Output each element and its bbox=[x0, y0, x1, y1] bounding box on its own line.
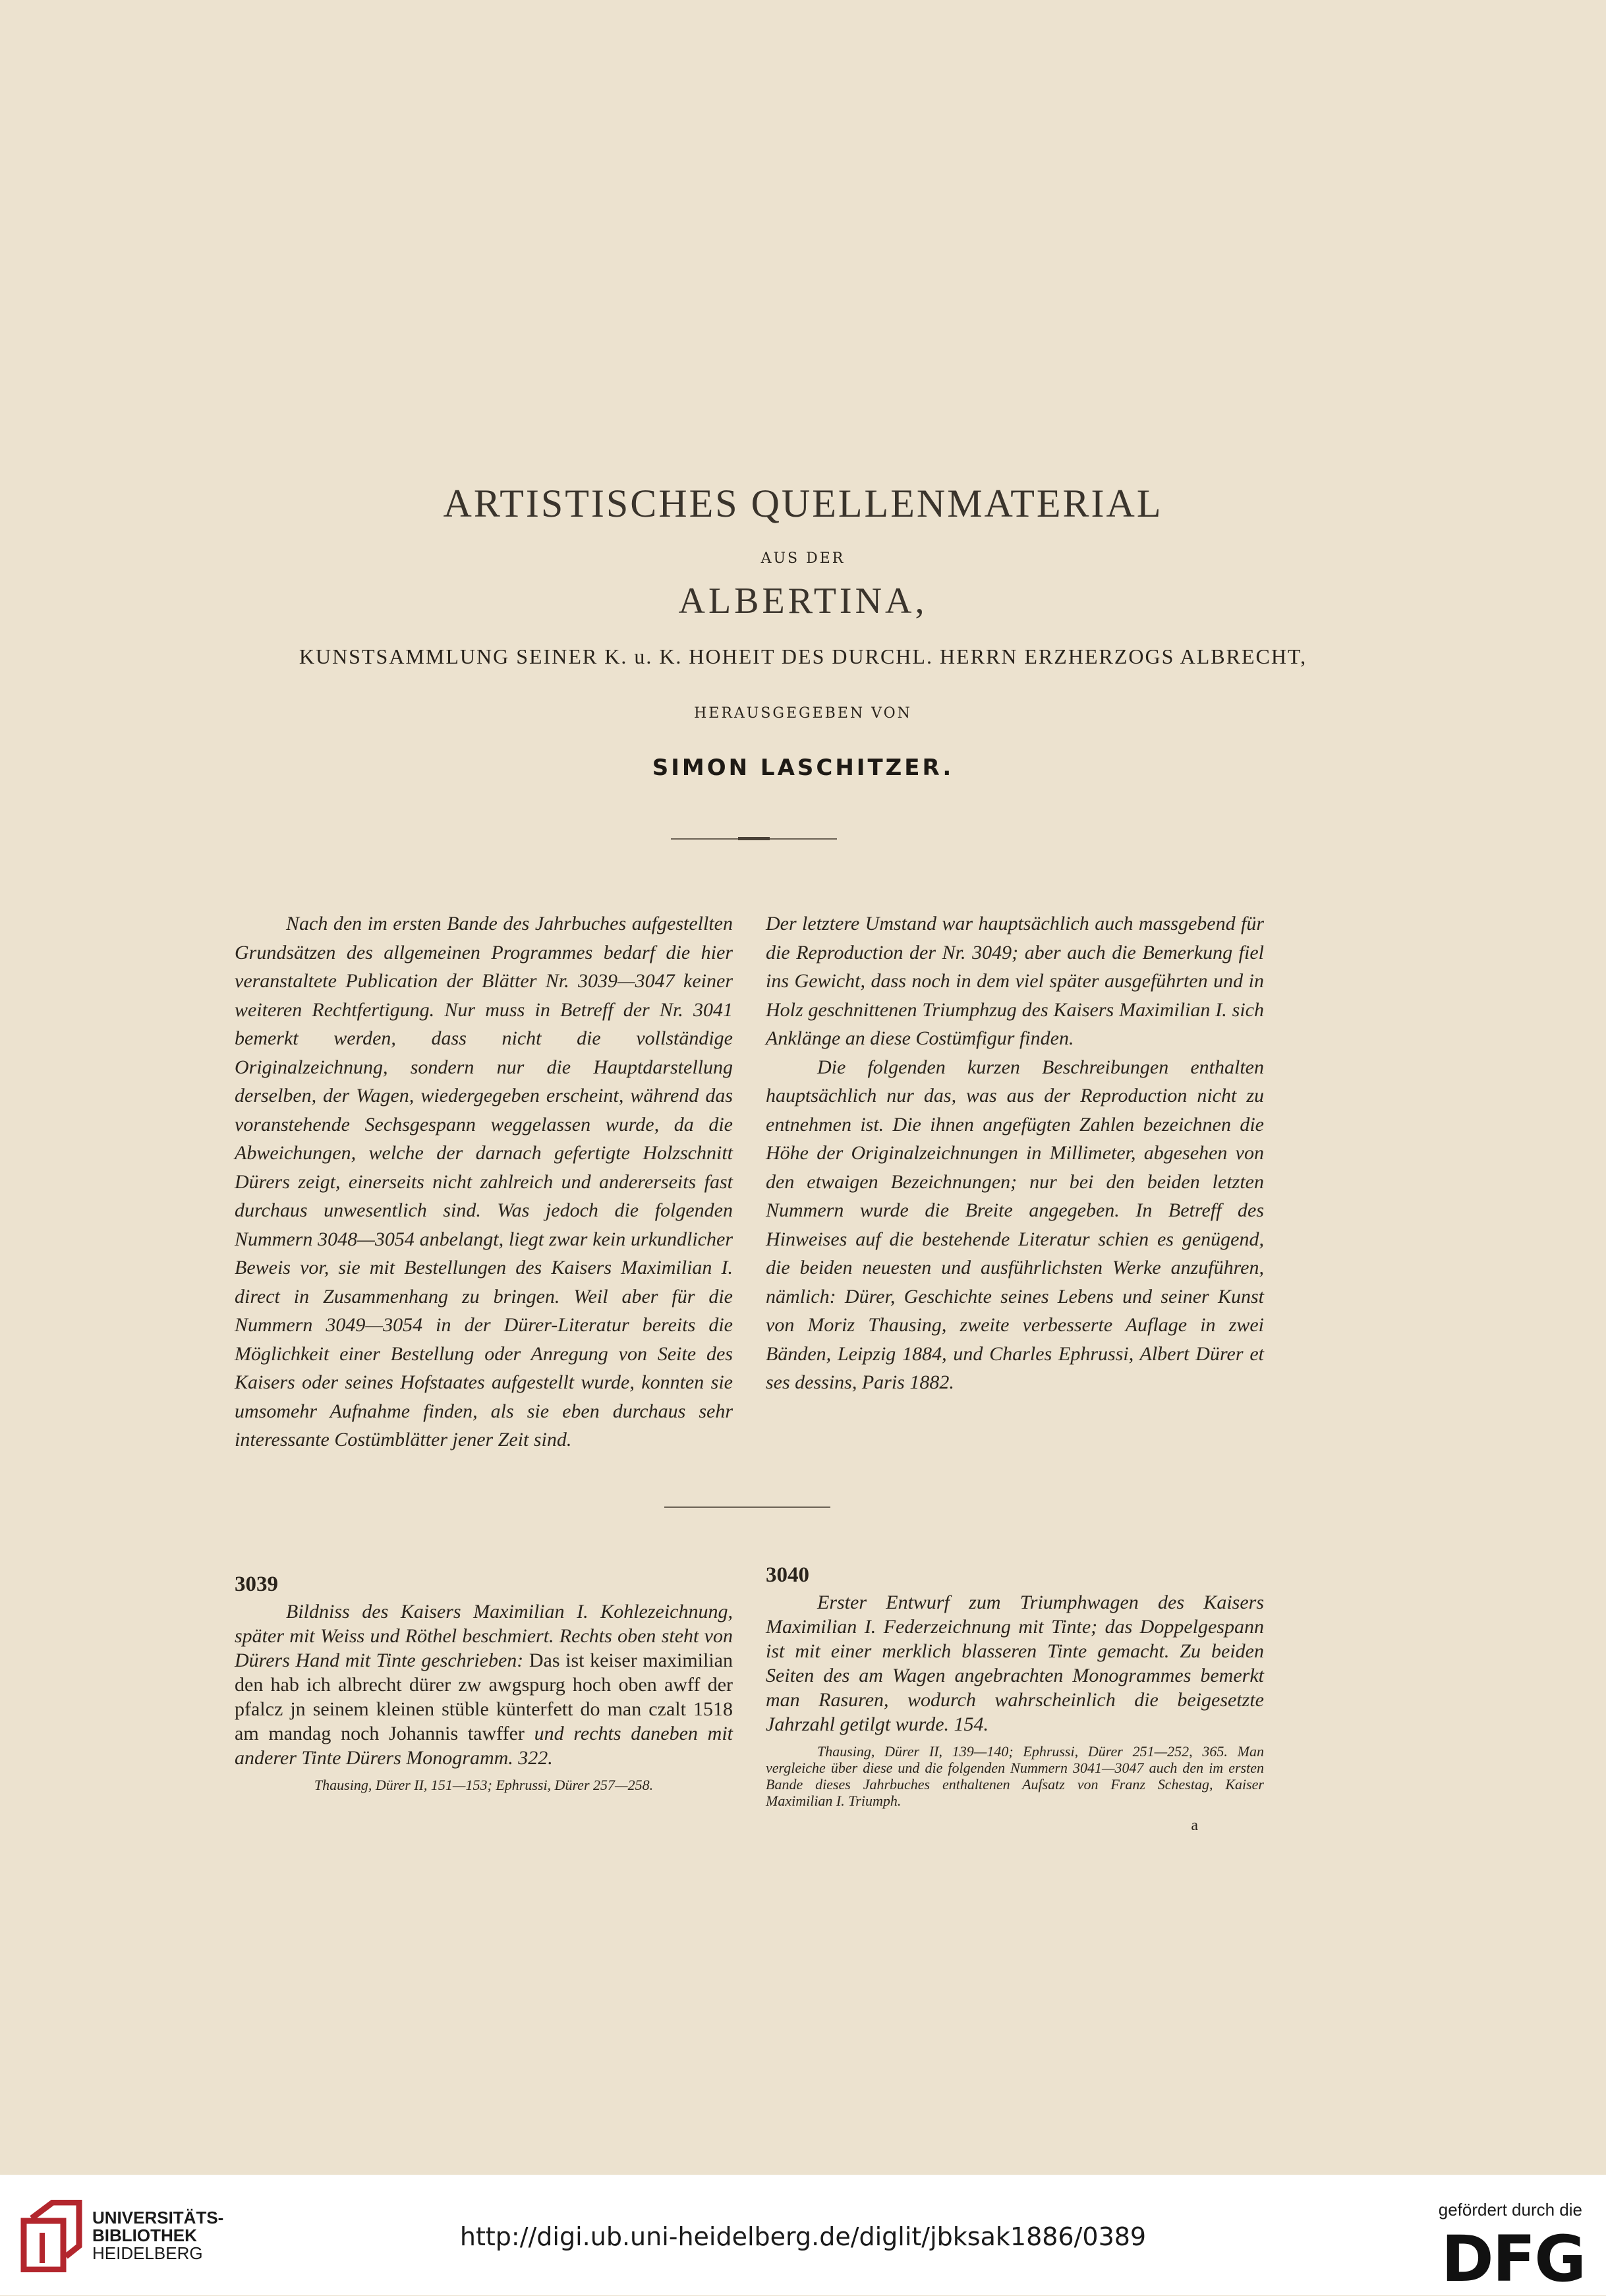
page-title: ARTISTISCHES QUELLENMATERIAL bbox=[443, 482, 1163, 525]
entry-description bbox=[235, 1599, 733, 1770]
subtitle-aus-der: AUS DER bbox=[760, 550, 846, 567]
library-name-line: UNIVERSITÄTS- bbox=[92, 2208, 224, 2227]
footer-bar bbox=[0, 2175, 1606, 2295]
intro-right-paragraph-1: Der letztere Umstand war hauptsächlich auch massgebend für die Reproduction der Nr. 3049; aber auch die Bemerkung fiel ins Gewicht, dass noch in dem viel später ausgeführten und in Holz geschnittenen Triumphzug des Kaisers Maximilian I. sich Anklänge an diese Costümfigur finden. bbox=[766, 913, 1264, 1049]
library-name-line: BIBLIOTHEK bbox=[92, 2225, 197, 2245]
entry-number: 3040 bbox=[766, 1563, 809, 1587]
entry-text: Erster Entwurf zum Triumphwagen des Kaisers Maximilian I. Federzeichnung mit Tinte; das Doppelgespann ist mit einer merklich blasseren Tinte gemacht. Zu beiden Seiten des am Wagen angebrachten Monogrammes bemerkt man Rasuren, wodurch wahrscheinlich die beigesetzte Jahrzahl getilgt wurde. 154. bbox=[766, 1592, 1264, 1735]
ornament-divider-center bbox=[738, 837, 770, 840]
entry-reference: Thausing, Dürer II, 151—153; Ephrussi, Dürer 257—258. bbox=[314, 1777, 654, 1793]
entry-3039 bbox=[235, 1572, 733, 1793]
library-name-line: HEIDELBERG bbox=[92, 2243, 203, 2263]
collection-name: ALBERTINA, bbox=[678, 581, 928, 621]
entry-number: 3039 bbox=[235, 1572, 278, 1596]
section-divider bbox=[664, 1507, 830, 1508]
entry-text-b: und rechts daneben mit anderer Tinte Dürers Monogramm. 322. bbox=[235, 1723, 733, 1769]
signature-mark: a bbox=[1191, 1817, 1198, 1834]
intro-left-column bbox=[235, 909, 733, 1454]
intro-right-column bbox=[766, 909, 1264, 1397]
entry-reference: Thausing, Dürer II, 139—140; Ephrussi, Dürer 251—252, 365. Man vergleiche über diese und die folgenden Nummern 3041—3047 auch den im ersten Bande dieses Jahrbuches enthaltenen Aufsatz von Franz Schestag, Kaiser Maximilian I. Triumph. bbox=[766, 1743, 1264, 1809]
permalink-url[interactable]: http://digi.ub.uni-heidelberg.de/diglit/jbksak1886/0389 bbox=[459, 2222, 1147, 2251]
entry-description bbox=[766, 1590, 1264, 1736]
dfg-logo: DFG bbox=[1441, 2222, 1585, 2296]
editor-label: HERAUSGEGEBEN VON bbox=[694, 705, 912, 722]
intro-left-paragraph: Nach den im ersten Bande des Jahrbuches aufgestellten Grundsätzen des allgemeinen Programmes bedarf die hier veranstaltete Publication der Blätter Nr. 3039—3047 keiner weiteren Rechtfertigung. Nur muss in Betreff der Nr. 3041 bemerkt werden, dass nicht die vollständige Originalzeichnung, sondern nur die Hauptdarstellung derselben, der Wagen, wiedergegeben erscheint, während das voranstehende Sechsgespann weggelassen wurde, da die Abweichungen, welche der darnach gefertigte Holzschnitt Dürers zeigt, einerseits nicht zahlreich und andererseits fast durchaus unwesentlich sind. Was jedoch die folgenden Nummern 3048—3054 anbelangt, liegt zwar kein urkundlicher Beweis vor, sie mit Bestellungen des Kaisers Maximilian I. direct in Zusammenhang zu bringen. Weil aber für die Nummern 3049—3054 in der Dürer-Literatur bereits die Möglichkeit einer Bestellung oder Anregung von Seite des Kaisers oder seines Hofstaates aufgestellt wurde, konnten sie umsomehr Aufnahme finden, als sie eben durchaus sehr interessante Costümblätter jener Zeit sind. bbox=[235, 913, 733, 1450]
author-name: SIMON LASCHITZER. bbox=[652, 755, 954, 781]
intro-right-paragraph-2: Die folgenden kurzen Beschreibungen enthalten hauptsächlich nur das, was aus der Reproduction nicht zu entnehmen ist. Die ihnen angefügten Zahlen bezeichnen die Höhe der Originalzeichnungen in Millimeter, abgesehen von den etwaigen Bezeichnungen; nur bei den beiden letzten Nummern wurde die Breite angegeben. In Betreff des Hinweises auf die bestehende Literatur schien es genügend, die beiden neuesten und ausführlichsten Werke anzuführen, nämlich: Dürer, Geschichte seines Lebens und seiner Kunst von Moriz Thausing, zweite verbesserte Auflage in zwei Bänden, Leipzig 1884, und Charles Ephrussi, Albert Dürer et ses dessins, Paris 1882. bbox=[766, 1056, 1264, 1393]
entry-3040 bbox=[766, 1563, 1264, 1835]
collection-description: KUNSTSAMMLUNG SEINER K. u. K. HOHEIT DES DURCHL. HERRN ERZHERZOGS ALBRECHT, bbox=[299, 645, 1307, 668]
entry-text-a: Bildniss des Kaisers Maximilian I. Kohlezeichnung, später mit Weiss und Röthel beschmiert. Rechts oben steht von Dürers Hand mit Tinte geschrieben: bbox=[235, 1601, 733, 1671]
entry-inscription: Das ist keiser maximilian den hab ich albrecht dürer zw awgspurg hoch oben awff der pfalcz jn seinem kleinen stüble künterfett do man czalt 1518 am mandag noch Johannis tawffer bbox=[235, 1650, 733, 1744]
funded-by-label: gefördert durch die bbox=[1438, 2200, 1582, 2220]
